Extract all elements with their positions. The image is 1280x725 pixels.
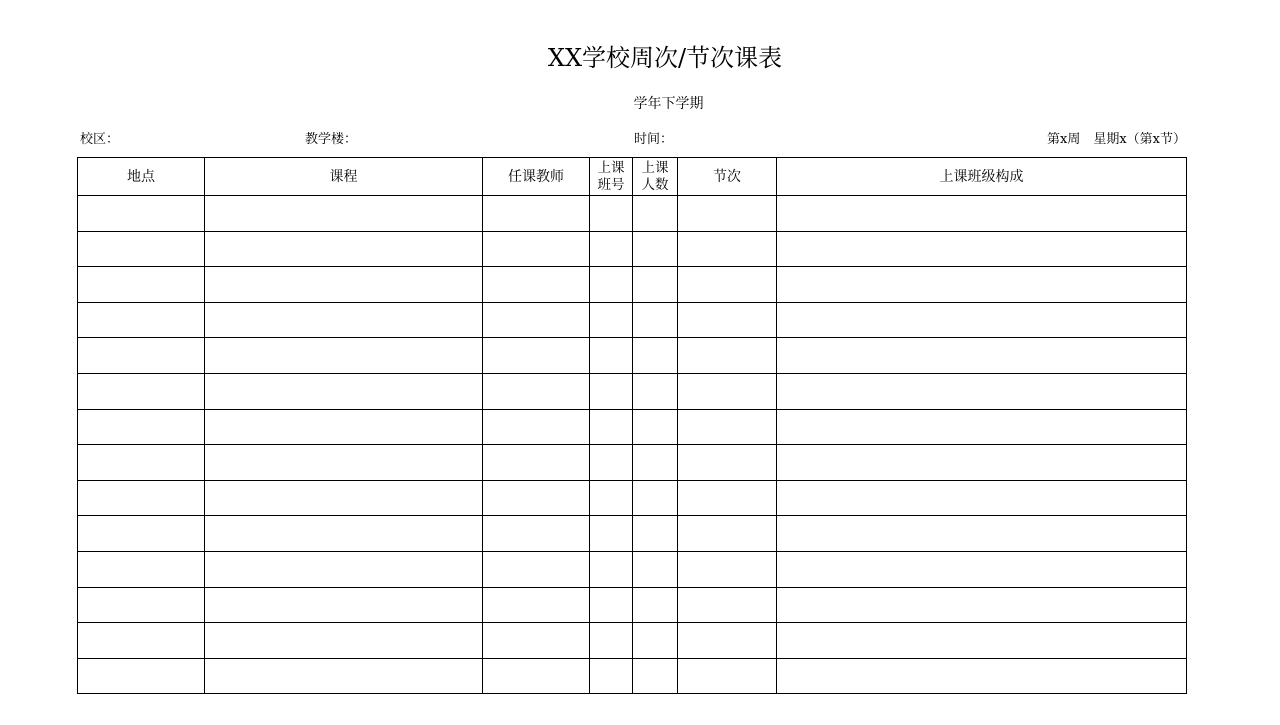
cell-period (678, 373, 777, 409)
cell-headcount (633, 231, 678, 267)
cell-teacher (483, 480, 590, 516)
cell-course (205, 516, 483, 552)
cell-headcount (633, 409, 678, 445)
header-location: 地点 (78, 158, 205, 196)
document-title: XX学校周次/节次课表 (547, 44, 783, 72)
cell-period (678, 623, 777, 659)
cell-class-number (590, 480, 633, 516)
cell-headcount (633, 551, 678, 587)
cell-teacher (483, 658, 590, 694)
table-row (78, 658, 1187, 694)
cell-teacher (483, 196, 590, 232)
header-headcount-line1: 上课 (641, 160, 669, 176)
cell-course (205, 587, 483, 623)
cell-headcount (633, 373, 678, 409)
cell-class-composition (777, 373, 1187, 409)
cell-period (678, 338, 777, 374)
header-class-number (590, 158, 633, 196)
cell-headcount (633, 623, 678, 659)
cell-location (78, 516, 205, 552)
cell-teacher (483, 516, 590, 552)
cell-location (78, 409, 205, 445)
cell-teacher (483, 267, 590, 303)
cell-period (678, 551, 777, 587)
cell-period (678, 196, 777, 232)
cell-headcount (633, 587, 678, 623)
cell-course (205, 196, 483, 232)
cell-course (205, 551, 483, 587)
cell-course (205, 338, 483, 374)
cell-location (78, 231, 205, 267)
cell-course (205, 267, 483, 303)
cell-location (78, 658, 205, 694)
cell-class-composition (777, 231, 1187, 267)
table-row (78, 551, 1187, 587)
table-row (78, 409, 1187, 445)
cell-teacher (483, 623, 590, 659)
cell-headcount (633, 480, 678, 516)
table-row (78, 267, 1187, 303)
cell-headcount (633, 338, 678, 374)
cell-course (205, 445, 483, 481)
cell-class-number (590, 658, 633, 694)
table-row (78, 445, 1187, 481)
cell-teacher (483, 373, 590, 409)
header-headcount (633, 158, 678, 196)
cell-period (678, 302, 777, 338)
cell-period (678, 516, 777, 552)
cell-class-composition (777, 587, 1187, 623)
header-class-composition: 上课班级构成 (777, 158, 1187, 196)
cell-period (678, 658, 777, 694)
cell-location (78, 623, 205, 659)
week-period-label: 第x周 星期x（第x节） (1047, 132, 1186, 147)
cell-location (78, 373, 205, 409)
cell-teacher (483, 231, 590, 267)
header-class-number-line1: 上课 (597, 160, 625, 176)
table-row (78, 623, 1187, 659)
cell-teacher (483, 409, 590, 445)
cell-teacher (483, 338, 590, 374)
cell-location (78, 445, 205, 481)
cell-class-composition (777, 445, 1187, 481)
cell-class-composition (777, 480, 1187, 516)
document-subtitle: 学年下学期 (633, 96, 704, 112)
table-row (78, 516, 1187, 552)
cell-course (205, 480, 483, 516)
cell-teacher (483, 551, 590, 587)
cell-course (205, 658, 483, 694)
table-row (78, 480, 1187, 516)
cell-class-number (590, 551, 633, 587)
table-row (78, 373, 1187, 409)
table-row (78, 302, 1187, 338)
cell-period (678, 409, 777, 445)
cell-class-composition (777, 196, 1187, 232)
cell-class-number (590, 373, 633, 409)
cell-class-composition (777, 516, 1187, 552)
cell-class-composition (777, 658, 1187, 694)
time-label: 时间： (634, 132, 674, 147)
cell-headcount (633, 267, 678, 303)
cell-course (205, 231, 483, 267)
cell-headcount (633, 445, 678, 481)
cell-class-number (590, 587, 633, 623)
cell-class-composition (777, 551, 1187, 587)
cell-class-number (590, 196, 633, 232)
cell-teacher (483, 302, 590, 338)
campus-label: 校区： (80, 132, 120, 147)
header-class-number-line2: 班号 (597, 176, 625, 193)
table-row (78, 338, 1187, 374)
cell-class-number (590, 516, 633, 552)
cell-headcount (633, 658, 678, 694)
cell-period (678, 445, 777, 481)
cell-course (205, 373, 483, 409)
cell-location (78, 587, 205, 623)
cell-headcount (633, 516, 678, 552)
table-header-row (78, 158, 1187, 196)
cell-class-number (590, 302, 633, 338)
cell-location (78, 338, 205, 374)
cell-headcount (633, 302, 678, 338)
cell-class-composition (777, 267, 1187, 303)
header-teacher: 任课教师 (483, 158, 590, 196)
cell-period (678, 587, 777, 623)
cell-period (678, 231, 777, 267)
cell-location (78, 551, 205, 587)
cell-course (205, 623, 483, 659)
cell-period (678, 480, 777, 516)
cell-course (205, 409, 483, 445)
cell-class-composition (777, 302, 1187, 338)
cell-location (78, 267, 205, 303)
building-label: 教学楼： (305, 132, 358, 147)
cell-class-number (590, 267, 633, 303)
cell-class-composition (777, 623, 1187, 659)
cell-class-number (590, 338, 633, 374)
schedule-table (77, 157, 1187, 694)
cell-period (678, 267, 777, 303)
table-row (78, 231, 1187, 267)
table-row (78, 196, 1187, 232)
cell-headcount (633, 196, 678, 232)
cell-class-number (590, 231, 633, 267)
header-headcount-line2: 人数 (641, 176, 669, 193)
cell-class-composition (777, 409, 1187, 445)
cell-class-number (590, 445, 633, 481)
cell-location (78, 480, 205, 516)
cell-teacher (483, 587, 590, 623)
table-row (78, 587, 1187, 623)
cell-location (78, 196, 205, 232)
cell-class-number (590, 409, 633, 445)
cell-location (78, 302, 205, 338)
cell-class-composition (777, 338, 1187, 374)
header-course: 课程 (205, 158, 483, 196)
header-period: 节次 (678, 158, 777, 196)
cell-class-number (590, 623, 633, 659)
cell-course (205, 302, 483, 338)
cell-teacher (483, 445, 590, 481)
